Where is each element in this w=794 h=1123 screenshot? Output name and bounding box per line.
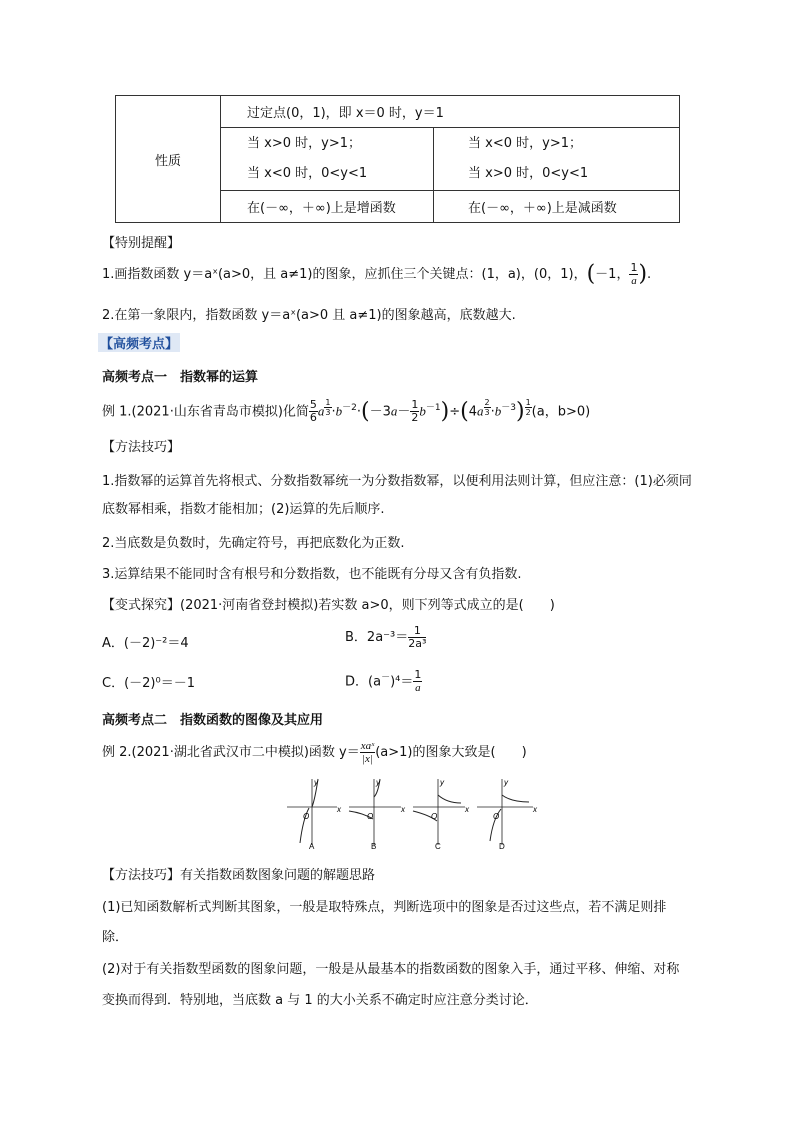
left-paren: ( <box>586 261 596 287</box>
option-d: D．(a－)⁴＝ $\frac{1}{a}$ <box>345 668 422 695</box>
example1-prefix: 例 1.(2021·山东省青岛市模拟)化简 <box>102 404 309 420</box>
option-b-num: 1 <box>408 625 426 638</box>
origin-label: O <box>431 812 438 821</box>
origin-label: O <box>493 812 500 821</box>
fixed-point-cell: 过定点(0，1)，即 x＝0 时，y＝1 <box>221 96 680 128</box>
axis-x-label: x <box>533 805 537 814</box>
method-heading-2-label: 【方法技巧】 <box>102 868 181 883</box>
axis-x-label: x <box>337 805 341 814</box>
key-point-x: －1， <box>595 267 630 282</box>
para1-line1: (1)已知函数解析式判断其图象，一般是取特殊点，判断选项中的图象是否过这些点，若不满足则排 <box>102 900 667 915</box>
topic2-title: 高频考点二 指数函数的图像及其应用 <box>102 713 324 728</box>
section-label: 【高频考点】 <box>98 333 180 352</box>
method3: 3.运算结果不能同时含有根号和分数指数，也不能既有分母又含有负指数. <box>102 567 522 582</box>
graph-label-c: C <box>435 842 441 850</box>
method-heading-2 <box>102 864 375 883</box>
topic1-title: 高频考点一 指数幂的运算 <box>102 370 259 385</box>
graph-options <box>285 775 550 850</box>
properties-table <box>115 95 680 223</box>
example2 <box>102 738 527 768</box>
decreasing-mono-cell: 在(－∞，＋∞)上是减函数 <box>434 191 680 223</box>
increasing-mono-cell: 在(－∞，＋∞)上是增函数 <box>221 191 434 223</box>
graph-b <box>349 778 406 850</box>
reminder-item-1: 1.画指数函数 y＝aˣ(a>0，且 a≠1)的图象，应抓住三个关键点：(1，a)，(0，1)，(－1， $\frac{1}{a}$ ). <box>102 261 652 287</box>
table-row-header: 性质 <box>116 96 221 223</box>
option-a: A．(－2)⁻²＝4 <box>102 636 189 651</box>
decreasing-case-cell <box>434 128 680 191</box>
graph-label-a: A <box>309 842 315 850</box>
method-heading-2-title: 有关指数函数图象问题的解题思路 <box>180 868 376 883</box>
axis-y-label: y <box>376 778 380 787</box>
reminder-item-1-text: 1.画指数函数 y＝aˣ(a>0，且 a≠1)的图象，应抓住三个关键点：(1，a)，(0，1)， <box>102 267 587 282</box>
reminder-item-2: 2.在第一象限内，指数函数 y＝aˣ(a>0 且 a≠1)的图象越高，底数越大. <box>102 308 516 323</box>
example2-num: xaˣ <box>360 740 375 752</box>
right-case-line2: 当 x>0 时，0<y<1 <box>468 166 589 181</box>
option-d-fraction <box>413 669 422 694</box>
example2-fraction <box>360 740 376 765</box>
variant-question: 【变式探究】(2021·河南省登封模拟)若实数 a>0，则下列等式成立的是( ) <box>102 598 555 613</box>
axis-x-label: x <box>401 805 405 814</box>
option-d-prefix: D．(a <box>345 674 382 690</box>
option-b <box>345 624 426 652</box>
para2-line1: (2)对于有关指数型函数的图象问题，一般是从最基本的指数函数的图象入手，通过平移、伸缩、对称 <box>102 962 680 977</box>
method1-line2: 底数幂相乘，指数才能相加；(2)运算的先后顺序. <box>102 502 385 517</box>
axis-y-label: y <box>314 778 318 787</box>
graph-d <box>477 778 538 850</box>
graph-label-d: D <box>499 842 505 850</box>
option-d-num: 1 <box>414 668 422 682</box>
left-case-line2: 当 x<0 时，0<y<1 <box>247 166 368 181</box>
example1: 例 1.(2021·山东省青岛市模拟)化简 $\frac{5}{6}$ a $^{\frac{1}{3}}$ $\cdot b^{-2}\cdot(-3a-$ $\frac{1}{2}$ $b^{-1})\div(4a$ $^{\frac{2}{3}}$ $\cdot b^{-3}$) $^{\frac{1}{2}}$ (a，b>0) <box>102 398 591 425</box>
para2-line2: 变换而得到．特别地，当底数 a 与 1 的大小关系不确定时应注意分类讨论． <box>102 993 538 1008</box>
option-d-mid: )⁴＝ <box>390 674 414 690</box>
axis-y-label: y <box>440 778 444 787</box>
method2: 2.当底数是负数时，先确定符号，再把底数化为正数. <box>102 536 405 551</box>
option-d-den: a <box>415 682 421 695</box>
fraction-numerator: 1 <box>630 261 638 274</box>
option-b-prefix: B．2a⁻³＝ <box>345 630 409 645</box>
origin-label: O <box>367 812 374 821</box>
axis-x-label: x <box>465 805 469 814</box>
right-case-line1: 当 x<0 时，y>1； <box>468 136 582 151</box>
option-b-fraction <box>408 625 426 650</box>
option-b-den: 2a³ <box>408 637 427 650</box>
left-case-line1: 当 x>0 时，y>1； <box>247 136 361 151</box>
right-paren: ) <box>638 261 648 287</box>
example1-suffix: (a，b>0) <box>531 404 591 420</box>
reminder-heading: 【特别提醒】 <box>102 236 181 251</box>
example2-prefix: 例 2.(2021·湖北省武汉市二中模拟)函数 y＝ <box>102 745 360 760</box>
option-c: C．(－2)⁰＝－1 <box>102 676 195 691</box>
graph-label-b: B <box>371 842 377 850</box>
increasing-case-cell <box>221 128 434 191</box>
axis-y-label: y <box>504 778 508 787</box>
graph-c <box>413 778 470 850</box>
method-heading-1: 【方法技巧】 <box>102 440 181 455</box>
fraction-denominator: a <box>631 275 637 287</box>
method1-line1: 1.指数幂的运算首先将根式、分数指数幂统一为分数指数幂，以便利用法则计算，但应注意：(1)必须同 <box>102 474 692 489</box>
example2-suffix: (a>1)的图象大致是( ) <box>375 745 527 760</box>
graph-a <box>287 778 342 850</box>
example2-den: |x| <box>362 753 373 765</box>
coef-fraction: $\frac{5}{6}$ <box>309 398 317 425</box>
origin-label: O <box>303 812 310 821</box>
para1-line2: 除． <box>102 930 129 945</box>
